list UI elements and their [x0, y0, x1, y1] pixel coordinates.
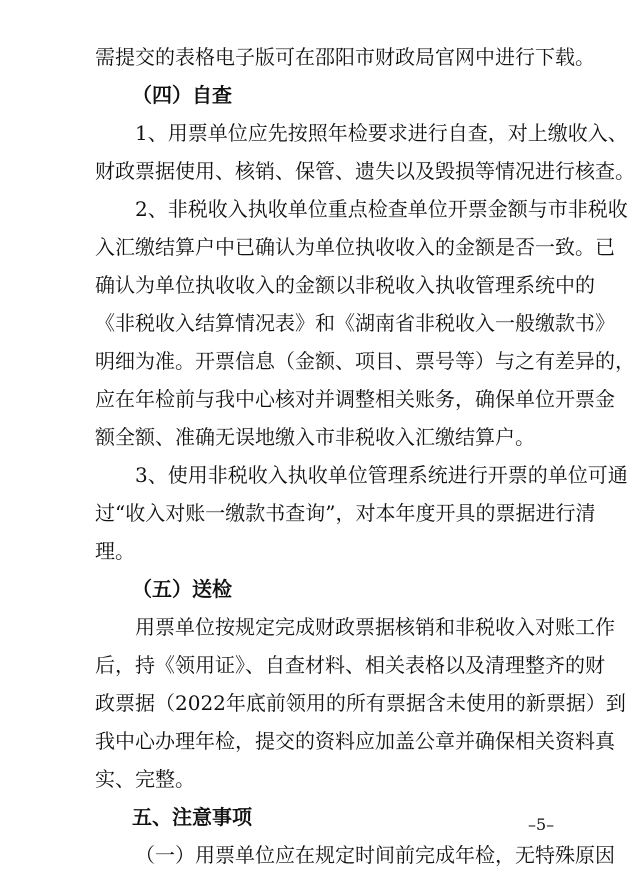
- text-line-self-check-3c: 理。: [95, 539, 135, 563]
- text-line-notes-1a: （一）用票单位应在规定时间前完成年检，无特殊原因: [135, 843, 615, 867]
- text-line-submission-e: 实、完整。: [95, 767, 195, 791]
- text-line-self-check-2d: 《非税收入结算情况表》和《湖南省非税收入一般缴款书》: [95, 311, 615, 335]
- page-number: –5–: [528, 815, 555, 834]
- section-heading-notes: 五、注意事项: [132, 805, 252, 829]
- text-line-self-check-2c: 确认为单位执收收入的金额以非税收入执收管理系统中的: [95, 273, 595, 297]
- text-line-cont-download: 需提交的表格电子版可在邵阳市财政局官网中进行下载。: [95, 45, 595, 69]
- text-line-self-check-2b: 入汇缴结算户中已确认为单位执收收入的金额是否一致。已: [95, 235, 615, 259]
- text-line-self-check-2a: 2、非税收入执收单位重点检查单位开票金额与市非税收: [135, 197, 628, 221]
- text-line-submission-b: 后，持《领用证》、自查材料、相关表格以及清理整齐的财: [95, 653, 605, 677]
- text-line-self-check-3a: 3、使用非税收入执收单位管理系统进行开票的单位可通: [135, 463, 628, 487]
- text-line-self-check-1b: 财政票据使用、核销、保管、遗失以及毁损等情况进行核查。: [95, 159, 635, 183]
- text-line-self-check-3b: 过“收入对账一缴款书查询”，对本年度开具的票据进行清: [95, 501, 596, 525]
- text-line-submission-a: 用票单位按规定完成财政票据核销和非税收入对账工作: [135, 615, 615, 639]
- text-line-self-check-1a: 1、用票单位应先按照年检要求进行自查，对上缴收入、: [135, 121, 628, 145]
- text-line-self-check-2g: 额全额、准确无误地缴入市非税收入汇缴结算户。: [95, 425, 535, 449]
- section-heading-submission: （五）送检: [132, 577, 232, 601]
- section-heading-self-check: （四）自查: [132, 83, 232, 107]
- text-line-submission-c: 政票据（2022年底前领用的所有票据含未使用的新票据）到: [95, 691, 626, 715]
- text-line-self-check-2e: 明细为准。开票信息（金额、项目、票号等）与之有差异的，: [95, 349, 635, 373]
- text-line-self-check-2f: 应在年检前与我中心核对并调整相关账务，确保单位开票金: [95, 387, 615, 411]
- text-line-submission-d: 我中心办理年检，提交的资料应加盖公章并确保相关资料真: [95, 729, 615, 753]
